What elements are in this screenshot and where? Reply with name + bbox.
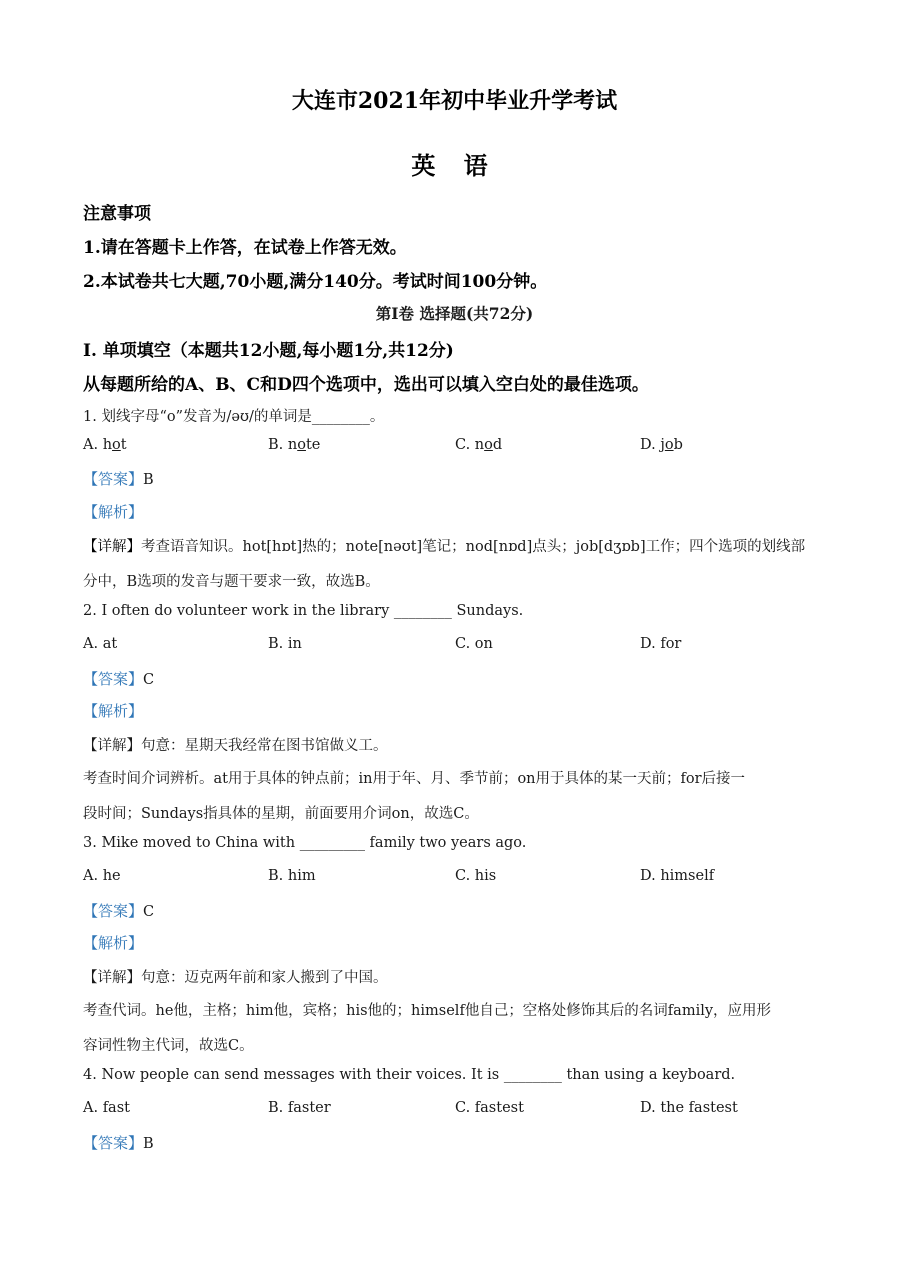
notice-heading: 注意事项 xyxy=(83,204,151,224)
q2-detail-3: 段时间；Sundays指具体的星期，前面要用介词on，故选C。 xyxy=(83,806,479,822)
q1-option-b: B. note xyxy=(268,437,321,453)
q4-option-a: A. fast xyxy=(83,1100,130,1116)
volume-heading: 第Ⅰ卷 选择题(共72分) xyxy=(375,304,534,323)
q3-option-a: A. he xyxy=(83,868,121,884)
q2-option-b: B. in xyxy=(268,636,302,652)
notice-item-1: 1.请在答题卡上作答，在试卷上作答无效。 xyxy=(83,238,407,258)
q3-answer: 【答案】C xyxy=(83,902,155,920)
q3-analysis-label: 【解析】 xyxy=(83,934,144,952)
q1-detail-2: 分中，B选项的发音与题干要求一致，故选B。 xyxy=(83,574,380,590)
q2-option-a: A. at xyxy=(83,636,118,652)
q1-answer: 【答案】B xyxy=(83,470,154,488)
q3-option-b: B. him xyxy=(268,868,316,884)
q1-option-d: D. job xyxy=(640,437,683,453)
section-instruction: 从每题所给的A、B、C和D四个选项中，选出可以填入空白处的最佳选项。 xyxy=(83,375,649,395)
q2-analysis-label: 【解析】 xyxy=(83,702,144,720)
question-1-stem: 1. 划线字母“o”发音为/əʊ/的单词是________。 xyxy=(83,409,385,425)
q1-option-c: C. nod xyxy=(455,437,503,453)
q2-option-d: D. for xyxy=(640,636,682,652)
q4-option-c: C. fastest xyxy=(455,1100,524,1116)
question-2-stem: 2. I often do volunteer work in the library ________ Sundays. xyxy=(83,603,524,619)
question-3-stem: 3. Mike moved to China with _________ family two years ago. xyxy=(83,835,527,851)
notice-item-2: 2.本试卷共七大题,70小题,满分140分。考试时间100分钟。 xyxy=(83,272,548,292)
q3-option-c: C. his xyxy=(455,868,497,884)
q4-option-b: B. faster xyxy=(268,1100,331,1116)
q3-option-d: D. himself xyxy=(640,868,715,884)
q2-option-c: C. on xyxy=(455,636,493,652)
q2-detail-1: 【详解】句意：星期天我经常在图书馆做义工。 xyxy=(83,738,388,754)
q4-answer: 【答案】B xyxy=(83,1134,154,1152)
subject-title: 英 语 xyxy=(411,151,498,180)
q1-option-a: A. hot xyxy=(83,437,127,453)
q2-detail-2: 考查时间介词辨析。at用于具体的钟点前；in用于年、月、季节前；on用于具体的某一天前；for后接一 xyxy=(83,771,746,787)
q3-detail-2: 考查代词。he他，主格；him他，宾格；his他的；himself他自己；空格处修饰其后的名词family，应用形 xyxy=(83,1003,772,1019)
section-heading: Ⅰ. 单项填空（本题共12小题,每小题1分,共12分) xyxy=(83,341,454,361)
exam-title: 大连市2021年初中毕业升学考试 xyxy=(291,88,618,114)
q1-analysis-label: 【解析】 xyxy=(83,503,144,521)
q4-option-d: D. the fastest xyxy=(640,1100,738,1116)
q3-detail-1: 【详解】句意：迈克两年前和家人搬到了中国。 xyxy=(83,970,388,986)
question-4-stem: 4. Now people can send messages with their voices. It is ________ than using a keyboard. xyxy=(83,1067,736,1083)
q3-detail-3: 容词性物主代词，故选C。 xyxy=(83,1038,254,1054)
q2-answer: 【答案】C xyxy=(83,670,155,688)
q1-detail-1: 【详解】考查语音知识。hot[hɒt]热的；note[nəʊt]笔记；nod[nɒd]点头；job[dʒɒb]工作；四个选项的划线部 xyxy=(83,539,806,555)
